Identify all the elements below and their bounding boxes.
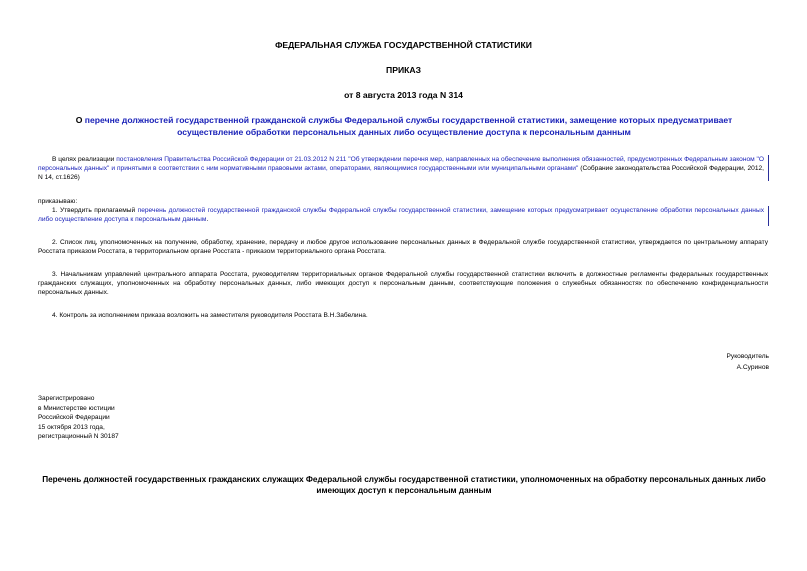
item-1-tail: . xyxy=(206,216,209,223)
item-1-block xyxy=(38,206,769,226)
order-subject xyxy=(48,114,760,138)
item-3-paragraph xyxy=(38,270,768,297)
signature-name: А.Суринов xyxy=(736,364,769,371)
item-2-text: 2. Список лиц, уполномоченных на получение, обработку, хранение, передачу и любое другое использование персональных данных в Федеральной службе государственной статистики, утверждается по центральному аппарату Росстата приказом Росстата, в территориальном органе Росстата - приказом территориального органа Росстата. xyxy=(38,239,768,255)
registration-block xyxy=(38,394,119,442)
item-1-link[interactable]: перечень должностей государственной гражданской службы Федеральной службы государственной статистики, замещение которых предусматривает осуществление обработки персональных данных либо осуществление доступа к персональным данным xyxy=(38,207,764,223)
registration-line-5: регистрационный N 30187 xyxy=(38,433,119,440)
order-word: приказываю: xyxy=(38,198,78,205)
item-4-text: 4. Контроль за исполнением приказа возложить на заместителя руководителя Росстата В.Н.Забелина. xyxy=(52,312,368,319)
signature-block xyxy=(727,351,769,373)
registration-line-2: в Министерстве юстиции xyxy=(38,404,115,412)
preamble-paragraph xyxy=(38,155,764,182)
item-1-lead: 1. Утвердить прилагаемый xyxy=(52,207,138,214)
preamble-link[interactable]: постановления Правительства Российской Федерации от 21.03.2012 N 211 "Об утверждении перечня мер, направленных на обеспечение выполнения обязанностей, предусмотренных Федеральным законом "О персональных данных" и принятыми в соответствии с ним нормативными правовыми актами, операторами, являющимися государственными или муниципальными органами" xyxy=(38,156,765,172)
item-1-paragraph xyxy=(38,206,764,224)
item-2-paragraph xyxy=(38,238,768,256)
item-3-text: 3. Начальникам управлений центрального аппарата Росстата, руководителям территориальных органов Федеральной службы государственной статистики включить в должностные регламенты федеральных государственных гражданских служащих, уполномоченных на обработку персональных данных, либо имеющих доступ к персональным данным, соответствующие положения о служебных обязанностях по обеспечению конфиденциальности персональных данных. xyxy=(38,271,768,296)
registration-line-4: 15 октября 2013 года, xyxy=(38,423,105,431)
registration-line-3: Российской Федерации xyxy=(38,414,110,421)
item-4-paragraph xyxy=(38,311,768,320)
preamble-tail: (Собрание законодательства Российской Федерации, 2012, N 14, ст.1626) xyxy=(38,165,764,181)
agency-title: ФЕДЕРАЛЬНАЯ СЛУЖБА ГОСУДАРСТВЕННОЙ СТАТИСТИКИ xyxy=(275,40,532,50)
doc-type-title: ПРИКАЗ xyxy=(386,65,421,75)
signature-title: Руководитель xyxy=(726,353,769,360)
subject-prefix: О xyxy=(75,115,85,125)
subject-link[interactable]: перечне должностей государственной гражданской службы Федеральной службы государственной статистики, замещение которых предусматривает осуществление обработки персональных данных либо осуществление доступа к персональным данным xyxy=(84,115,733,137)
preamble-lead: В целях реализации xyxy=(52,156,117,163)
registration-line-1: Зарегистрировано xyxy=(38,395,95,402)
list-title: Перечень должностей государственных гражданских служащих Федеральной службы государственной статистики, уполномоченных на обработку персональных данных либо имеющих доступ к персональным данным xyxy=(42,475,766,495)
order-date-number: от 8 августа 2013 года N 314 xyxy=(344,90,463,100)
preamble-block xyxy=(38,155,769,181)
